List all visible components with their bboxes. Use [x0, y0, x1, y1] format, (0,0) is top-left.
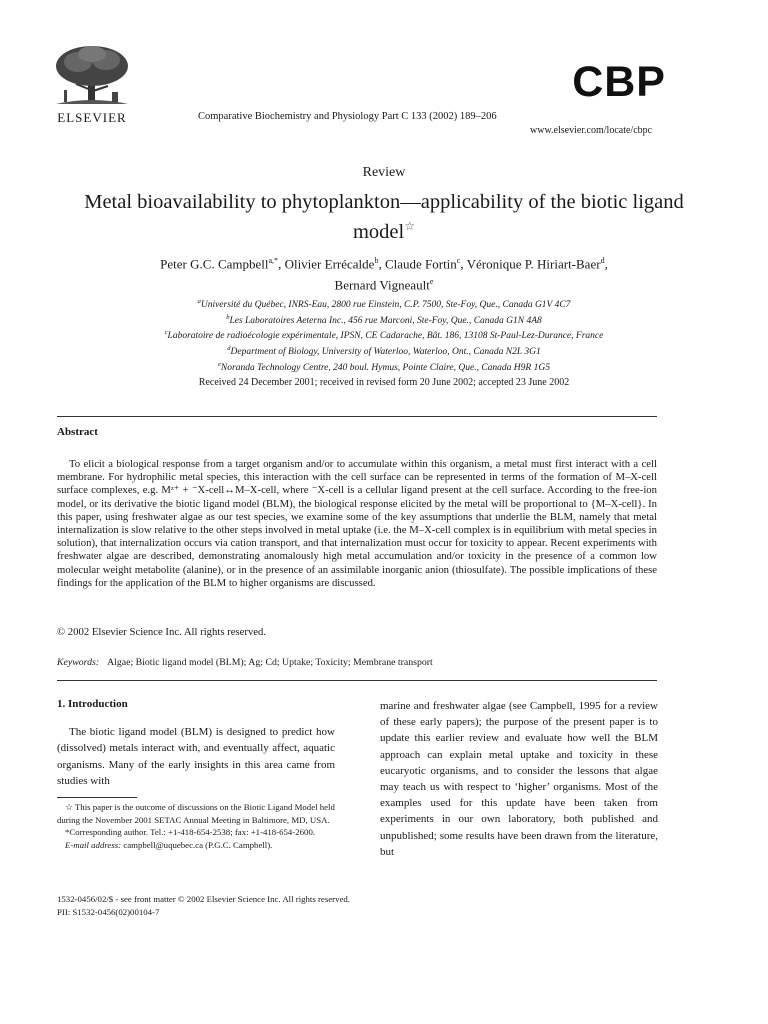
article-title [60, 190, 708, 244]
author-list [60, 252, 708, 295]
keywords-line [57, 657, 433, 668]
author-separator: , [604, 256, 608, 272]
author-name: Peter G.C. Campbell [160, 256, 269, 272]
right-column [380, 698, 658, 860]
author-separator: , [278, 256, 285, 272]
affiliation-mark: d [227, 344, 231, 352]
article-section: Review [362, 165, 406, 180]
affiliation-line [60, 343, 708, 359]
introduction-paragraph-left: The biotic ligand model (BLM) is designed to predict how (dissolved) metals interact with, and eventually affect, aquatic organisms. Many of the early insights in this area came from studies with [57, 726, 335, 787]
affiliation-text: Laboratoire de radioécologie expérimentale, IPSN, CE Cadarache, Bât. 186, 13108 St-Paul-Lez-Durance, France [167, 331, 604, 342]
footnote-separator [57, 797, 137, 798]
abstract-top-rule [57, 416, 657, 417]
left-column [57, 696, 335, 789]
keywords-text: Algae; Biotic ligand model (BLM); Ag; Cd; Uptake; Toxicity; Membrane transport [107, 657, 433, 668]
journal-citation: Comparative Biochemistry and Physiology Part C 133 (2002) 189–206 [198, 111, 497, 122]
affiliation-list [60, 296, 708, 374]
abstract-text: To elicit a biological response from a target organism and/or to accumulate within this organism, a metal must first interact with a cell membrane. For hydrophilic metal species, this interaction with the cell surface can be represented in terms of the formation of M–X-cell surface complexes, e.g. Mᶻ⁺ + ⁻X-cell↔M–X-cell, where ⁻X-cell is a cellular ligand present at the cell surface. According to the free-ion model, or its derivative the biotic ligand model (BLM), the biological response elicited by the metal will be proportional to {M–X-cell}. In this paper, using freshwater algae as our test species, we examine some of the key assumptions that underlie the BLM, namely that metal internalization is slow relative to the other steps involved in metal uptake (i.e. the M–X-cell complex is in equilibrium with metal species in solution), that internalization occurs via cation transport, and that internalization must occur for toxicity to appear. Recent experiments with freshwater algae are described, demonstrating anomalously high metal accumulation and/or toxicity in the presence of a common low molecular weight metabolite (alanine), or in the presence of an assimilable inorganic anion (thiosulfate). The possible implications of these findings for the application of the BLM to higher organisms are discussed. [57, 458, 657, 589]
issn-line: 1532-0456/02/$ - see front matter © 2002 Elsevier Science Inc. All rights reserved. [57, 894, 350, 904]
author-separator: , [378, 256, 385, 272]
affiliation-text: Les Laboratoires Aeterna Inc., 456 rue Marconi, Ste-Foy, Que., Canada G1N 4A8 [229, 315, 542, 326]
affiliation-mark: a [197, 298, 201, 305]
publisher-name: ELSEVIER [57, 110, 127, 125]
received-dates: Received 24 December 2001; received in revised form 20 June 2002; accepted 23 June 2002 [198, 377, 570, 388]
affiliation-line [60, 312, 708, 328]
author-separator: , [460, 256, 467, 272]
affiliation-mark: c [164, 329, 168, 337]
corresponding-author-footnote: *Corresponding author. Tel.: +1-418-654-2538; fax: +1-418-654-2600. [65, 827, 316, 837]
keywords-label: Keywords: [57, 657, 100, 668]
affiliation-line [60, 296, 708, 312]
star-footnote: ☆ This paper is the outcome of discussions on the Biotic Ligand Model held during the November 2001 SETAC Annual Meeting in Baltimore, MD, USA. [57, 802, 335, 825]
introduction-paragraph-right: marine and freshwater algae (see Campbell, 1995 for a review of these early papers); the purpose of the present paper is to update this earlier review and evaluate how well the BLM approach can explain metal uptake and toxicity in these eucaryotic organisms, and to consider the lessons that algae may teach us with respect to ‘higher’ organisms. Most of the examples used for this update have been taken from experiments in our own laboratory, both published and unpublished; some results have been drawn from the literature, but [380, 700, 658, 858]
email-footnote [57, 839, 337, 852]
journal-brand: CBP [572, 58, 666, 106]
author-affiliation-mark: e [429, 277, 434, 287]
affiliation-line [60, 327, 708, 343]
affiliation-text: Noranda Technology Centre, 240 boul. Hymus, Pointe Claire, Que., Canada H9R 1G5 [220, 362, 550, 373]
affiliation-text: Université du Québec, INRS-Eau, 2800 rue Einstein, C.P. 7500, Ste-Foy, Que., Canada G1V 4C7 [200, 300, 571, 311]
author-name: Bernard Vigneault [334, 277, 430, 293]
affiliation-line [60, 359, 708, 375]
title-footnote-mark[interactable]: ☆ [404, 219, 415, 233]
pii-line: PII: S1532-0456(02)00104-7 [57, 906, 160, 917]
email-address[interactable]: campbell@uquebec.ca (P.G.C. Campbell). [123, 839, 273, 850]
author-name: Claude Fortin [384, 256, 457, 272]
author-affiliation-mark: d [600, 256, 605, 265]
abstract-bottom-rule [57, 680, 657, 681]
affiliation-text: Department of Biology, University of Waterloo, Waterloo, Ont., Canada N2L 3G1 [230, 347, 541, 358]
author-affiliation-mark: c [456, 256, 461, 265]
introduction-heading: 1. Introduction [57, 698, 128, 710]
front-matter [57, 893, 350, 918]
affiliation-mark: b [226, 313, 230, 321]
author-affiliation-mark: b [374, 256, 379, 265]
title-text: Metal bioavailability to phytoplankton—applicability of the biotic ligand model [84, 191, 684, 243]
abstract-heading: Abstract [57, 426, 98, 438]
author-affiliation-mark: a,* [268, 256, 279, 265]
author-name: Véronique P. Hiriart-Baer [466, 256, 601, 272]
footnotes [57, 801, 337, 851]
author-name: Olivier Errécalde [284, 256, 375, 272]
affiliation-mark: e [218, 360, 221, 368]
abstract-copyright: © 2002 Elsevier Science Inc. All rights reserved. [57, 626, 267, 638]
email-label: E-mail address: [65, 839, 122, 850]
journal-website-link[interactable]: www.elsevier.com/locate/cbpc [530, 125, 653, 136]
